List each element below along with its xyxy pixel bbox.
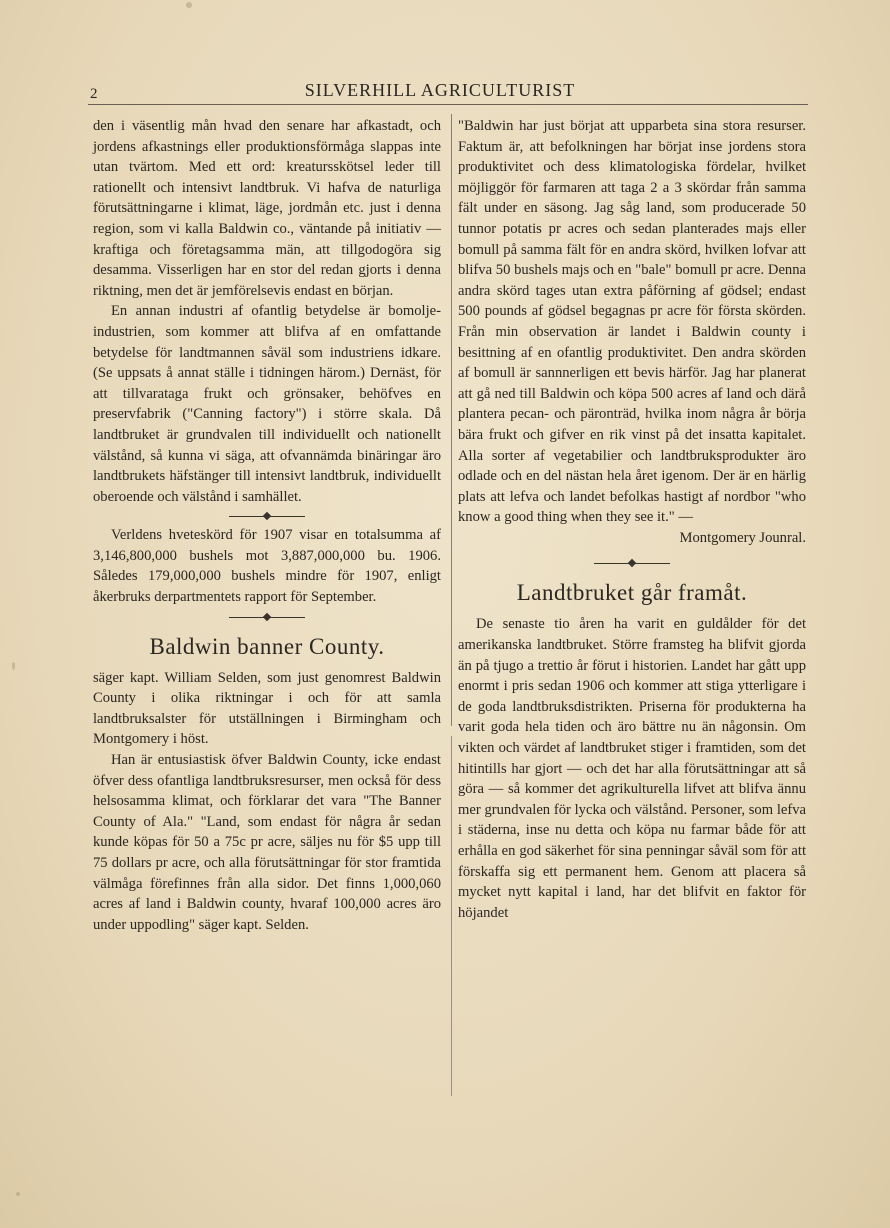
paper-stain	[16, 1192, 20, 1196]
paper-stain	[186, 2, 192, 8]
article-signature: Montgomery Jounral.	[679, 529, 806, 546]
header-rule	[88, 104, 808, 105]
page-number: 2	[90, 86, 98, 102]
paper-stain	[12, 662, 15, 670]
right-paragraph-1: "Baldwin har just börjat att upparbeta sina stora resurser. Faktum är, att befolkningen har börjat inse jordens stora produktivitet och dess klimatologiska fördelar, hvilket möjliggör för farmaren att taga 2 a 3 skördar från samma fält under en säsong. Jag såg land, som producerade 50 tunnor potatis pr acres och sedan planterades majs eller bomull på samma fält för en andra skörd, hvilken lofvar att blifva 50 bushels majs och en "bale" bomull pr acre. Denna andra skörd tages utan extra påförning af gödsel; endast 500 pounds af gödsel begagnas pr acre för första skörden. Från min observation är landet i Baldwin county i besittning af en ofantlig produktivitet. Den andra skörden af bomull är sannnerligen ett bevis härför. Jag har planerat att gå ned till Baldwin och köpa 500 acres af land och därå plantera pecan- och päronträd, hvilka inom några år börja bära frukt och gifver en rik vinst på det insatta kapitalet. Alla sorter af vegetabilier och landtbruksprodukter äro odlade och en del nästan hela året igenom. Der är en härlig plats att lefva och landet befolkas hastigt af nordbor "who know a good thing when they see it." —	[458, 118, 806, 526]
left-paragraph-1: den i väsentlig mån hvad den senare har afkastadt, och jordens afkastnings eller produktionsförmåga slappas inte utan tvärtom. Med ett ord: kreatursskötsel leder till rationellt och intensivt landtbruk. Vi hafva de naturliga förutsättningarne i klimat, läge, jordmån etc. just i denna region, som vi kalla Baldwin co., väntande på initiativ — kraftiga och företagsamma män, att tillgodogöra sig desamma. Visserligen har en stor del redan gjorts i denna riktning, men det är jemförelsevis endast en början.	[93, 118, 441, 299]
left-paragraph-2: En annan industri af ofantlig betydelse är bomolje-industrien, som kommer att blifva af en omfattande betydelse för landtmannen såväl som industriens idkare. (Se uppsats å annat ställe i tidningen härom.) Dernäst, för att tillvaratagа frukt och grönsaker, behöfves en preservfabrik ("Canning factory") i större skala. Då landtbruket är grundvalen till individuellt och nationellt välstånd, så kunna vi säga, att ofvannämda binäringar äro landtbrukets häfstänger till intensivt landtbruk, individuellt oberoende och välstånd i samhället.	[93, 303, 441, 505]
left-paragraph-5: Han är entusiastisk öfver Baldwin County, icke endast öfver dess ofantliga landtbruksresurser, men också för dess helsosamma klimat, och förklarar det vara "The Banner County of Ala." "Land, som endast för några år sedan kunde köpas för 50 a 75c pr acre, säljes nu för $5 upp till 75 dollars pr acre, och alla förutsättningar för stor framtida välmåga förefinnes från alla sidor. Det finns 1,000,060 acres af land i Baldwin county, hvaraf 100,000 acres äro under uppodling" säger kapt. Selden.	[93, 752, 441, 933]
column-divider	[451, 736, 452, 1096]
section-separator	[458, 554, 806, 572]
right-column	[458, 116, 806, 923]
left-column	[93, 116, 441, 935]
page-header	[90, 80, 790, 104]
left-paragraph-3: Verldens hveteskörd för 1907 visar en totalsumma af 3,146,800,000 bushels mot 3,887,000,000 bu. 1906. Således 179,000,000 bushels mindre för 1907, enligt åkerbruks derpartmentets rapport för September.	[93, 527, 441, 606]
section-separator	[93, 608, 441, 626]
left-paragraph-4: säger kapt. William Selden, som just genomrest Baldwin County i olika riktningar i och för att samla landtbruksalster för utställningen i Birmingham och Montgomery i höst.	[93, 669, 441, 748]
article-headline-landtbruket: Landtbruket går framåt.	[516, 580, 748, 606]
column-divider	[451, 114, 452, 726]
running-title: SILVERHILL AGRICULTURIST	[304, 80, 576, 100]
article-headline-baldwin: Baldwin banner County.	[149, 633, 385, 659]
section-separator	[93, 507, 441, 525]
right-paragraph-2: De senaste tio åren ha varit en guldålder för det amerikanska landtbruket. Större framsteg ha blifvit gjorda än på tjugo a trettio år förut i historien. Landet har gått upp enormt i pris sedan 1906 och kommer att stiga ytterligare i de goda landtbruksdistrikten. Priserna för produkterna ha varit goda hela tiden och äro bättre nu än någonsin. Om vikten och värdet af landtbruket stiger i framtiden, som det hitintills har gjort — och det har alla förutsättningar att så göra — så kommer det agrikulturella lifvet att blifva ännu mer grundvalen för lycka och välstånd. Personer, som lefva i städerna, inse nu detta och köpa nu farmar både för att erhålla en god säkerhet för sina penningar såväl som för att förskaffa sig ett permanent hem. Genom att placera så mycket nytt kapital i land, har det blifvit en faktor för höjandet	[458, 616, 806, 921]
